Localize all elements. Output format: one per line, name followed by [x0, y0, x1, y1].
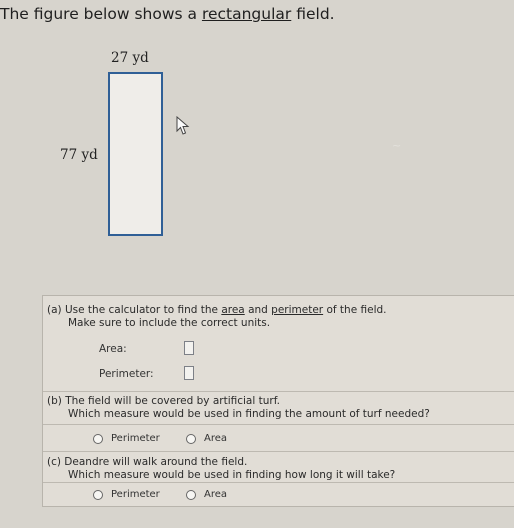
- intro-text-before: The figure below shows a: [0, 5, 202, 23]
- area-term-link[interactable]: area: [221, 304, 245, 316]
- intro-text-after: field.: [291, 5, 335, 23]
- part-c-statement: (c) Deandre will walk around the field.: [47, 456, 248, 468]
- perimeter-term-link[interactable]: perimeter: [271, 304, 324, 316]
- mouse-cursor-icon: [176, 116, 190, 136]
- part-b-question: Which measure would be used in finding the amount of turf needed?: [68, 408, 430, 420]
- part-b-option-perimeter[interactable]: [93, 433, 160, 444]
- part-b-option-area[interactable]: [186, 433, 227, 444]
- option-label: Perimeter: [111, 489, 160, 500]
- part-c-option-area[interactable]: [186, 489, 227, 500]
- radio-perimeter-c[interactable]: [93, 490, 103, 500]
- radio-area-c[interactable]: [186, 490, 196, 500]
- divider-b-c: [43, 451, 514, 452]
- part-b-statement: (b) The field will be covered by artificial turf.: [47, 395, 280, 407]
- option-label: Area: [204, 433, 228, 444]
- question-panel: [42, 295, 514, 507]
- rectangular-term-link[interactable]: rectangular: [201, 5, 292, 23]
- radio-area-b[interactable]: [186, 434, 196, 444]
- part-a-units-note: Make sure to include the correct units.: [68, 317, 271, 329]
- perimeter-answer-input[interactable]: [184, 366, 194, 380]
- part-c-option-perimeter[interactable]: [93, 489, 160, 500]
- option-label: Perimeter: [111, 433, 160, 444]
- faint-watermark: ~: [392, 139, 402, 152]
- divider-b-options: [43, 424, 514, 425]
- part-c-question: Which measure would be used in finding how long it will take?: [68, 469, 396, 481]
- option-label: Area: [204, 489, 228, 500]
- area-answer-input[interactable]: [184, 341, 194, 355]
- area-label: Area:: [99, 343, 127, 355]
- perimeter-label: Perimeter:: [99, 368, 154, 380]
- radio-perimeter-b[interactable]: [93, 434, 103, 444]
- divider-a-b: [43, 391, 514, 392]
- rectangle-figure: [108, 72, 163, 236]
- problem-intro: [0, 4, 514, 24]
- height-label: 77 yd: [60, 147, 98, 163]
- part-a-instruction: (a) Use the calculator to find the area and perimeter of the field.: [47, 304, 387, 316]
- divider-c-options: [43, 482, 514, 483]
- width-label: 27 yd: [111, 50, 149, 66]
